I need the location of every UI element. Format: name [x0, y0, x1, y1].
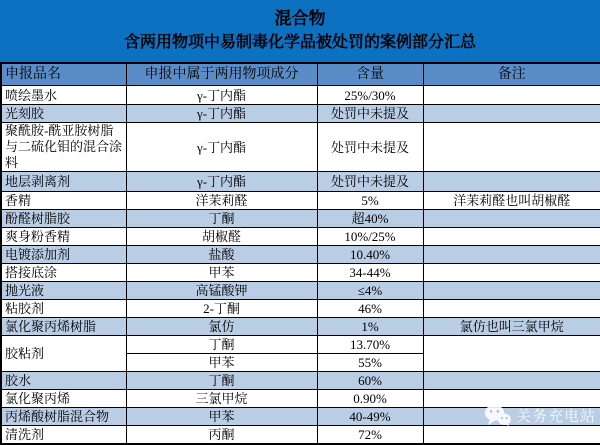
content-cell: 处罚中未提及	[317, 105, 423, 123]
content-cell: 处罚中未提及	[317, 123, 423, 172]
content-cell: 5%	[317, 192, 423, 210]
remark-cell	[423, 123, 600, 172]
remark-cell	[423, 372, 600, 390]
component-cell: 丁酮	[126, 336, 317, 354]
product-name-cell: 胶水	[1, 372, 126, 390]
product-name-cell: 氯化聚丙烯树脂	[1, 318, 126, 336]
table-row	[1, 123, 600, 172]
component-cell: γ-丁内酯	[126, 123, 317, 172]
remark-cell: 氯仿也叫三氯甲烷	[423, 318, 600, 336]
component-cell: 氯仿	[126, 318, 317, 336]
header-row	[1, 63, 600, 86]
content-cell: 34-44%	[317, 264, 423, 282]
table-row	[1, 282, 600, 300]
remark-cell	[423, 300, 600, 318]
content-cell: 0.90%	[317, 390, 423, 408]
component-cell: 丙酮	[126, 426, 317, 445]
component-cell: 洋茉莉醛	[126, 192, 317, 210]
remark-cell	[423, 336, 600, 372]
product-name-cell: 爽身粉香精	[1, 228, 126, 246]
content-cell: 10.40%	[317, 246, 423, 264]
table-row	[1, 246, 600, 264]
table-row	[1, 192, 600, 210]
product-name-cell: 清洗剂	[1, 426, 126, 445]
table-title-block	[0, 0, 600, 62]
content-cell: 46%	[317, 300, 423, 318]
remark-cell	[423, 210, 600, 228]
table-row	[1, 86, 600, 105]
table-title: 混合物	[274, 9, 326, 28]
component-cell: γ-丁内酯	[126, 172, 317, 192]
content-cell: 55%	[317, 354, 423, 372]
content-cell: 40-49%	[317, 408, 423, 426]
remark-cell	[423, 228, 600, 246]
remark-cell	[423, 264, 600, 282]
component-cell: γ-丁内酯	[126, 105, 317, 123]
table-row	[1, 228, 600, 246]
remark-cell	[423, 426, 600, 445]
component-cell: 2-丁酮	[126, 300, 317, 318]
remark-cell	[423, 282, 600, 300]
table-row	[1, 264, 600, 282]
product-name-cell: 地层剥离剂	[1, 172, 126, 192]
content-cell: 超40%	[317, 210, 423, 228]
col-header-component: 申报中属于两用物项成分	[126, 63, 317, 86]
component-cell: 三氯甲烷	[126, 390, 317, 408]
col-header-remark: 备注	[423, 63, 600, 86]
product-name-cell: 光刻胶	[1, 105, 126, 123]
component-cell: 盐酸	[126, 246, 317, 264]
remark-cell	[423, 86, 600, 105]
content-cell: 13.70%	[317, 336, 423, 354]
remark-cell	[423, 105, 600, 123]
product-name-cell: 聚酰胺-酰亚胺树脂与二硫化钼的混合涂料	[1, 123, 126, 172]
table-row	[1, 336, 600, 354]
component-cell: 甲苯	[126, 264, 317, 282]
content-cell: ≤4%	[317, 282, 423, 300]
table-row	[1, 210, 600, 228]
product-name-cell: 酚醛树脂胶	[1, 210, 126, 228]
content-cell: 1%	[317, 318, 423, 336]
component-cell: 高锰酸钾	[126, 282, 317, 300]
product-name-cell: 搭接底涂	[1, 264, 126, 282]
table-row	[1, 408, 600, 426]
product-name-cell: 喷绘墨水	[1, 86, 126, 105]
col-header-product-name: 申报品名	[1, 63, 126, 86]
product-name-cell: 抛光液	[1, 282, 126, 300]
product-name-cell: 胶粘剂	[1, 336, 126, 372]
table-subtitle: 含两用物项中易制毒化学品被处罚的案例部分汇总	[123, 34, 476, 51]
content-cell: 72%	[317, 426, 423, 445]
component-cell: 甲苯	[126, 354, 317, 372]
table-row	[1, 105, 600, 123]
component-cell: γ-丁内酯	[126, 86, 317, 105]
content-cell: 25%/30%	[317, 86, 423, 105]
table-row	[1, 318, 600, 336]
table-row	[1, 372, 600, 390]
content-cell: 处罚中未提及	[317, 172, 423, 192]
col-header-content: 含量	[317, 63, 423, 86]
content-cell: 60%	[317, 372, 423, 390]
watermark-label: 关务充电站	[515, 408, 596, 425]
remark-cell	[423, 246, 600, 264]
table-row	[1, 172, 600, 192]
table-row	[1, 426, 600, 445]
content-cell: 10%/25%	[317, 228, 423, 246]
product-name-cell: 粘胶剂	[1, 300, 126, 318]
cases-table	[0, 62, 600, 445]
product-name-cell: 氯化聚丙烯	[1, 390, 126, 408]
product-name-cell: 电镀添加剂	[1, 246, 126, 264]
product-name-cell: 香精	[1, 192, 126, 210]
product-name-cell: 丙烯酸树脂混合物	[1, 408, 126, 426]
table-row	[1, 390, 600, 408]
remark-cell	[423, 390, 600, 408]
remark-cell	[423, 172, 600, 192]
component-cell: 甲苯	[126, 408, 317, 426]
component-cell: 胡椒醛	[126, 228, 317, 246]
remark-cell	[423, 408, 600, 426]
remark-cell: 洋茉莉醛也叫胡椒醛	[423, 192, 600, 210]
component-cell: 丁酮	[126, 210, 317, 228]
component-cell: 丁酮	[126, 372, 317, 390]
table-row	[1, 300, 600, 318]
